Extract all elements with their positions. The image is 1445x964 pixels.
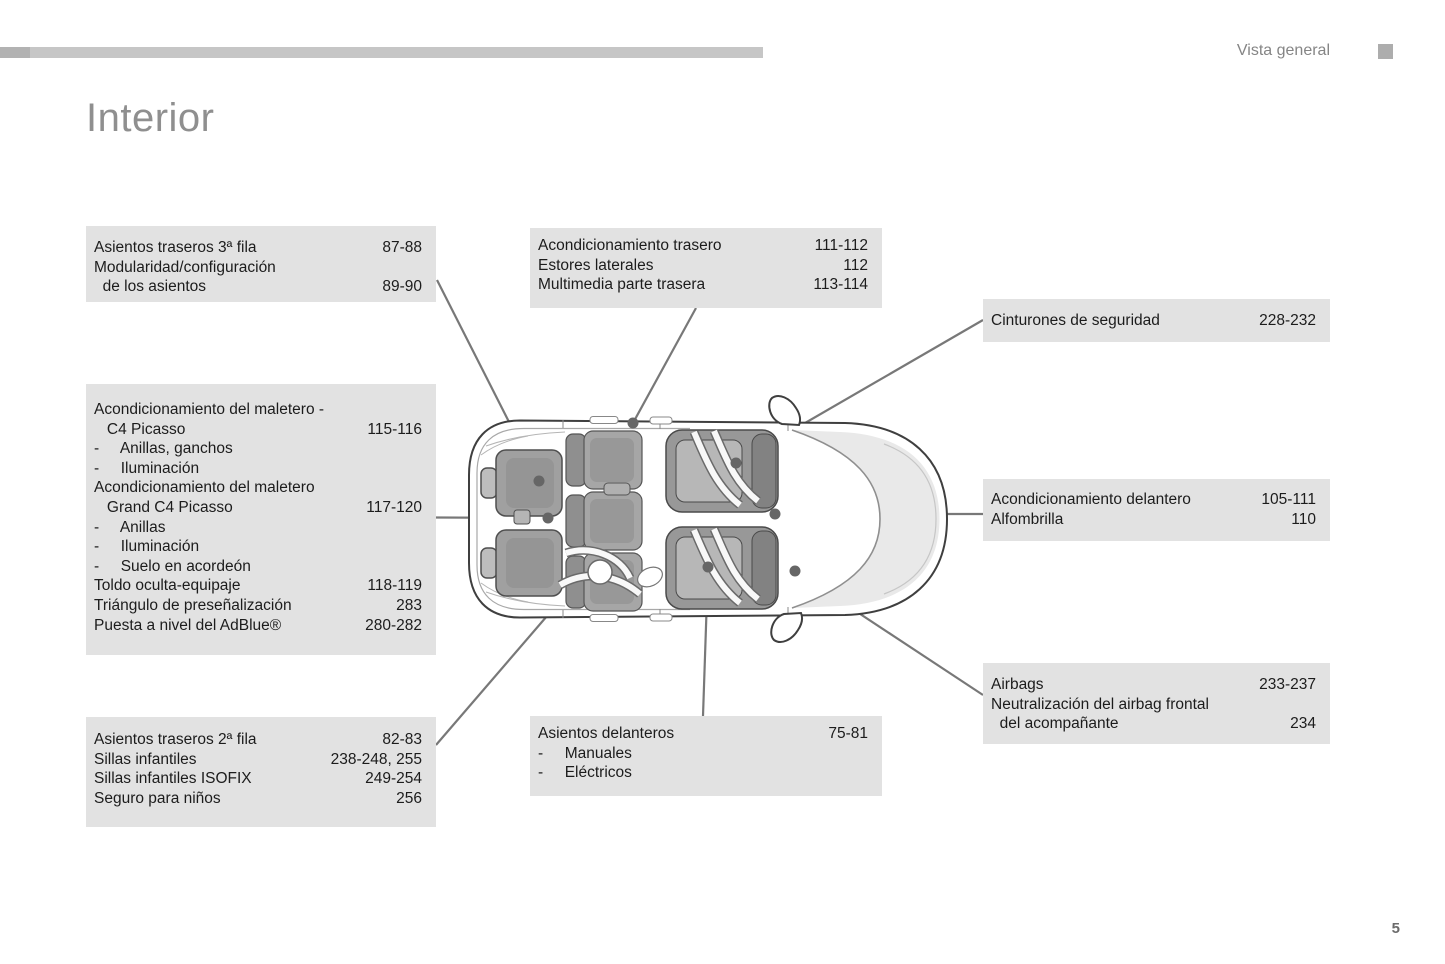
callout-entry: Acondicionamiento delantero 105-111 bbox=[991, 491, 1316, 508]
callout-entry: Triángulo de preseñalización 283 bbox=[94, 596, 422, 614]
callout-entry: Neutralización del airbag frontal bbox=[991, 695, 1209, 713]
seat-row3-headrest bbox=[481, 548, 497, 578]
callout-box-rear-seats-row2 bbox=[86, 717, 436, 827]
callout-box-rear-seats-row3 bbox=[86, 226, 436, 302]
callout-entry: Acondicionamiento del maletero bbox=[94, 479, 315, 497]
callout-box-rear-comfort bbox=[530, 228, 882, 308]
dot-rear-seats-row3 bbox=[534, 476, 545, 487]
seat-latch bbox=[514, 510, 530, 524]
page-title: Interior bbox=[86, 96, 215, 140]
callout-entry: Cinturones de seguridad 228-232 bbox=[991, 312, 1316, 329]
leader-line-rear-comfort bbox=[633, 308, 696, 423]
callout-entry: Sillas infantiles ISOFIX 249-254 bbox=[94, 770, 422, 788]
callout-entry: Asientos traseros 2ª fila 82-83 bbox=[94, 731, 422, 748]
callout-entry: Multimedia parte trasera 113-114 bbox=[538, 276, 868, 294]
dot-airbags bbox=[790, 566, 801, 577]
callout-entry: - Eléctricos bbox=[538, 764, 632, 782]
dot-seatbelts bbox=[731, 458, 742, 469]
callout-entry: Seguro para niños 256 bbox=[94, 789, 422, 807]
callout-entry: Airbags 233-237 bbox=[991, 676, 1316, 693]
callout-entry: C4 Picasso 115-116 bbox=[94, 420, 422, 438]
callout-entry: Acondicionamiento del maletero - bbox=[94, 401, 325, 418]
page-number: 5 bbox=[1391, 920, 1400, 937]
callout-entry: - Iluminación bbox=[94, 459, 200, 477]
callout-box-front-seats bbox=[530, 716, 882, 796]
callout-entry: Acondicionamiento trasero 111-112 bbox=[538, 237, 868, 254]
callout-box-boot bbox=[86, 384, 436, 655]
child-head-icon bbox=[588, 560, 612, 584]
seat-row2-2 bbox=[566, 492, 642, 550]
callout-entry: de los asientos 89-90 bbox=[94, 278, 422, 296]
section-label: Vista general bbox=[1236, 42, 1330, 59]
callout-entry: Modularidad/configuración bbox=[94, 258, 276, 276]
callout-entry: Sillas infantiles 238-248, 255 bbox=[94, 750, 422, 768]
callout-entry: Alfombrilla 110 bbox=[991, 510, 1316, 528]
mirror-right-icon bbox=[771, 613, 802, 642]
dot-rear-comfort bbox=[628, 418, 639, 429]
callout-entry: - Anillas bbox=[94, 518, 166, 536]
callout-box-front-comfort bbox=[983, 479, 1330, 541]
seat-buckle bbox=[604, 483, 630, 495]
callout-entry: Puesta a nivel del AdBlue® 280-282 bbox=[94, 616, 422, 634]
callout-box-seatbelts bbox=[983, 299, 1330, 342]
mirror-left-icon bbox=[769, 396, 800, 425]
seat-row2-1 bbox=[566, 431, 642, 489]
callout-entry: - Manuales bbox=[538, 744, 632, 762]
callout-entry: Estores laterales 112 bbox=[538, 256, 868, 274]
callout-entry: del acompañante 234 bbox=[991, 715, 1316, 733]
callout-entry: - Anillas, ganchos bbox=[94, 440, 233, 458]
seat-front-passenger bbox=[666, 430, 778, 512]
callout-entry: Asientos traseros 3ª fila 87-88 bbox=[94, 239, 422, 256]
callout-entry: - Suelo en acordeón bbox=[94, 557, 251, 575]
dot-front-seats bbox=[703, 562, 714, 573]
seat-row3-headrest bbox=[481, 468, 497, 498]
callout-entry: - Iluminación bbox=[94, 538, 200, 556]
dot-boot bbox=[543, 513, 554, 524]
dot-front-comfort bbox=[770, 509, 781, 520]
callout-entry: Grand C4 Picasso 117-120 bbox=[94, 498, 422, 516]
callout-entry: Asientos delanteros 75-81 bbox=[538, 725, 868, 742]
callout-entry: Toldo oculta-equipaje 118-119 bbox=[94, 577, 422, 595]
seat-front-driver bbox=[666, 527, 778, 609]
callout-box-airbags bbox=[983, 663, 1330, 744]
